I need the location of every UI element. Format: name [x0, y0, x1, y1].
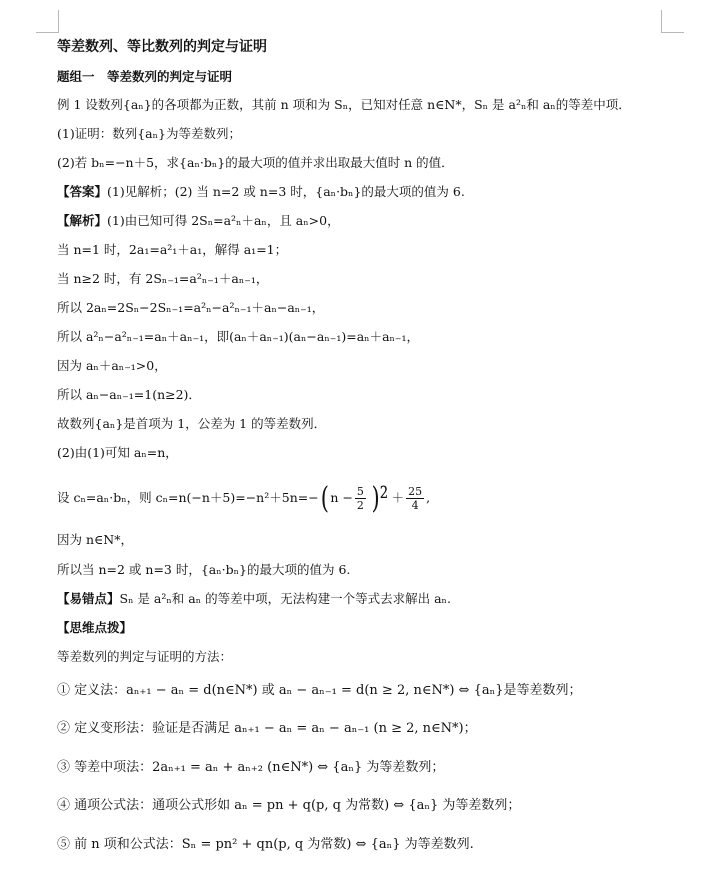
formula-inner: n −	[330, 490, 353, 505]
method-1-label: ① 定义法：	[57, 683, 127, 698]
method-2-formula: 验证是否满足 aₙ₊₁ − aₙ = aₙ − aₙ₋₁ (n ≥ 2, n∈N*)；	[152, 721, 477, 736]
error-point-label: 【易错点】	[57, 591, 120, 606]
method-2	[57, 720, 477, 738]
method-4-formula: 通项公式形如 aₙ = pn + q(p, q 为常数) ⇔ {aₙ} 为等差数列；	[152, 798, 521, 813]
fraction-denominator: 4	[411, 499, 419, 512]
thinking-tips-label: 【思维点拨】	[57, 620, 133, 635]
method-1-formula: aₙ₊₁ − aₙ = d(n∈N*) 或 aₙ − aₙ₋₁ = d(n ≥ 2, n∈N*) ⇔ {aₙ}是等差数列；	[126, 683, 582, 698]
solution-text-1: (1)由已知可得 2Sₙ=a²ₙ＋aₙ，且 aₙ>0，	[107, 213, 340, 228]
left-paren: (	[320, 480, 329, 516]
right-paren: )²	[371, 480, 389, 516]
solution-label: 【解析】	[57, 213, 108, 228]
method-5-formula: Sₙ = pn² + qn(p, q 为常数) ⇔ {aₙ} 为等差数列.	[181, 837, 474, 852]
method-intro: 等差数列的判定与证明的方法：	[57, 649, 233, 664]
solution-line-3: 当 n≥2 时，有 2Sₙ₋₁=a²ₙ₋₁＋aₙ₋₁，	[57, 271, 269, 286]
method-3	[57, 759, 444, 777]
answer-line	[57, 183, 465, 201]
fraction-twentyfive-quarters	[406, 485, 424, 512]
answer-label: 【答案】	[57, 184, 108, 199]
question-part-2: (2)若 bₙ=−n＋5，求{aₙ·bₙ}的最大项的值并求出取最大值时 n 的值．	[57, 155, 454, 170]
solution-line-12: 所以当 n=2 或 n=3 时，{aₙ·bₙ}的最大项的值为 6.	[57, 562, 351, 577]
method-3-label: ③ 等差中项法：	[57, 760, 153, 775]
section-heading: 题组一 等差数列的判定与证明	[57, 69, 233, 84]
method-3-formula: 2aₙ₊₁ = aₙ + aₙ₊₂ (n∈N*) ⇔ {aₙ} 为等差数列；	[152, 760, 445, 775]
comma: ,	[426, 490, 431, 505]
method-4-label: ④ 通项公式法：	[57, 798, 153, 813]
method-1	[57, 682, 582, 700]
solution-line-5: 所以 a²ₙ−a²ₙ₋₁=aₙ＋aₙ₋₁，即(aₙ＋aₙ₋₁)(aₙ−aₙ₋₁)=aₙ＋aₙ₋₁，	[57, 329, 420, 344]
solution-line-6: 因为 aₙ＋aₙ₋₁>0，	[57, 358, 167, 373]
question-part-1: (1)证明：数列{aₙ}为等差数列；	[57, 126, 241, 141]
fraction-five-halves	[355, 485, 366, 512]
solution-line-11: 因为 n∈N*，	[57, 532, 133, 547]
solution-line-1	[57, 212, 340, 230]
solution-line-9: (2)由(1)可知 aₙ=n，	[57, 445, 178, 460]
page-corner-mark-right	[661, 10, 684, 33]
document-title: 等差数列、等比数列的判定与证明	[57, 39, 267, 55]
method-5	[57, 836, 474, 854]
plus-sign: ＋	[391, 490, 405, 505]
solution-line-8: 故数列{aₙ}是首项为 1，公差为 1 的等差数列．	[57, 416, 327, 431]
page-corner-mark-left	[36, 10, 59, 33]
method-4	[57, 797, 520, 815]
method-5-label: ⑤ 前 n 项和公式法：	[57, 837, 182, 852]
answer-text: (1)见解析；(2) 当 n=2 或 n=3 时，{aₙ·bₙ}的最大项的值为 6.	[107, 184, 465, 199]
fraction-numerator: 25	[408, 485, 423, 498]
error-point-text: Sₙ 是 a²ₙ和 aₙ 的等差中项，无法构建一个等式去求解出 aₙ.	[119, 591, 451, 606]
fraction-denominator: 2	[356, 499, 364, 512]
error-point-line	[57, 590, 451, 608]
example-statement: 例 1 设数列{aₙ}的各项都为正数，其前 n 项和为 Sₙ，已知对任意 n∈N*，Sₙ 是 a²ₙ和 aₙ的等差中项．	[57, 97, 631, 112]
solution-line-4: 所以 2aₙ=2Sₙ−2Sₙ₋₁=a²ₙ−a²ₙ₋₁＋aₙ−aₙ₋₁，	[57, 300, 325, 315]
solution-line-2: 当 n=1 时，2a₁=a²₁＋a₁，解得 a₁=1；	[57, 242, 288, 257]
method-2-label: ② 定义变形法：	[57, 721, 153, 736]
solution-line-10	[57, 478, 430, 518]
solution-line-7: 所以 aₙ−aₙ₋₁=1(n≥2)．	[57, 387, 201, 402]
fraction-numerator: 5	[356, 485, 364, 498]
formula-c-n: 设 cₙ=aₙ·bₙ，则 cₙ=n(−n＋5)=−n²＋5n=−	[57, 490, 319, 505]
